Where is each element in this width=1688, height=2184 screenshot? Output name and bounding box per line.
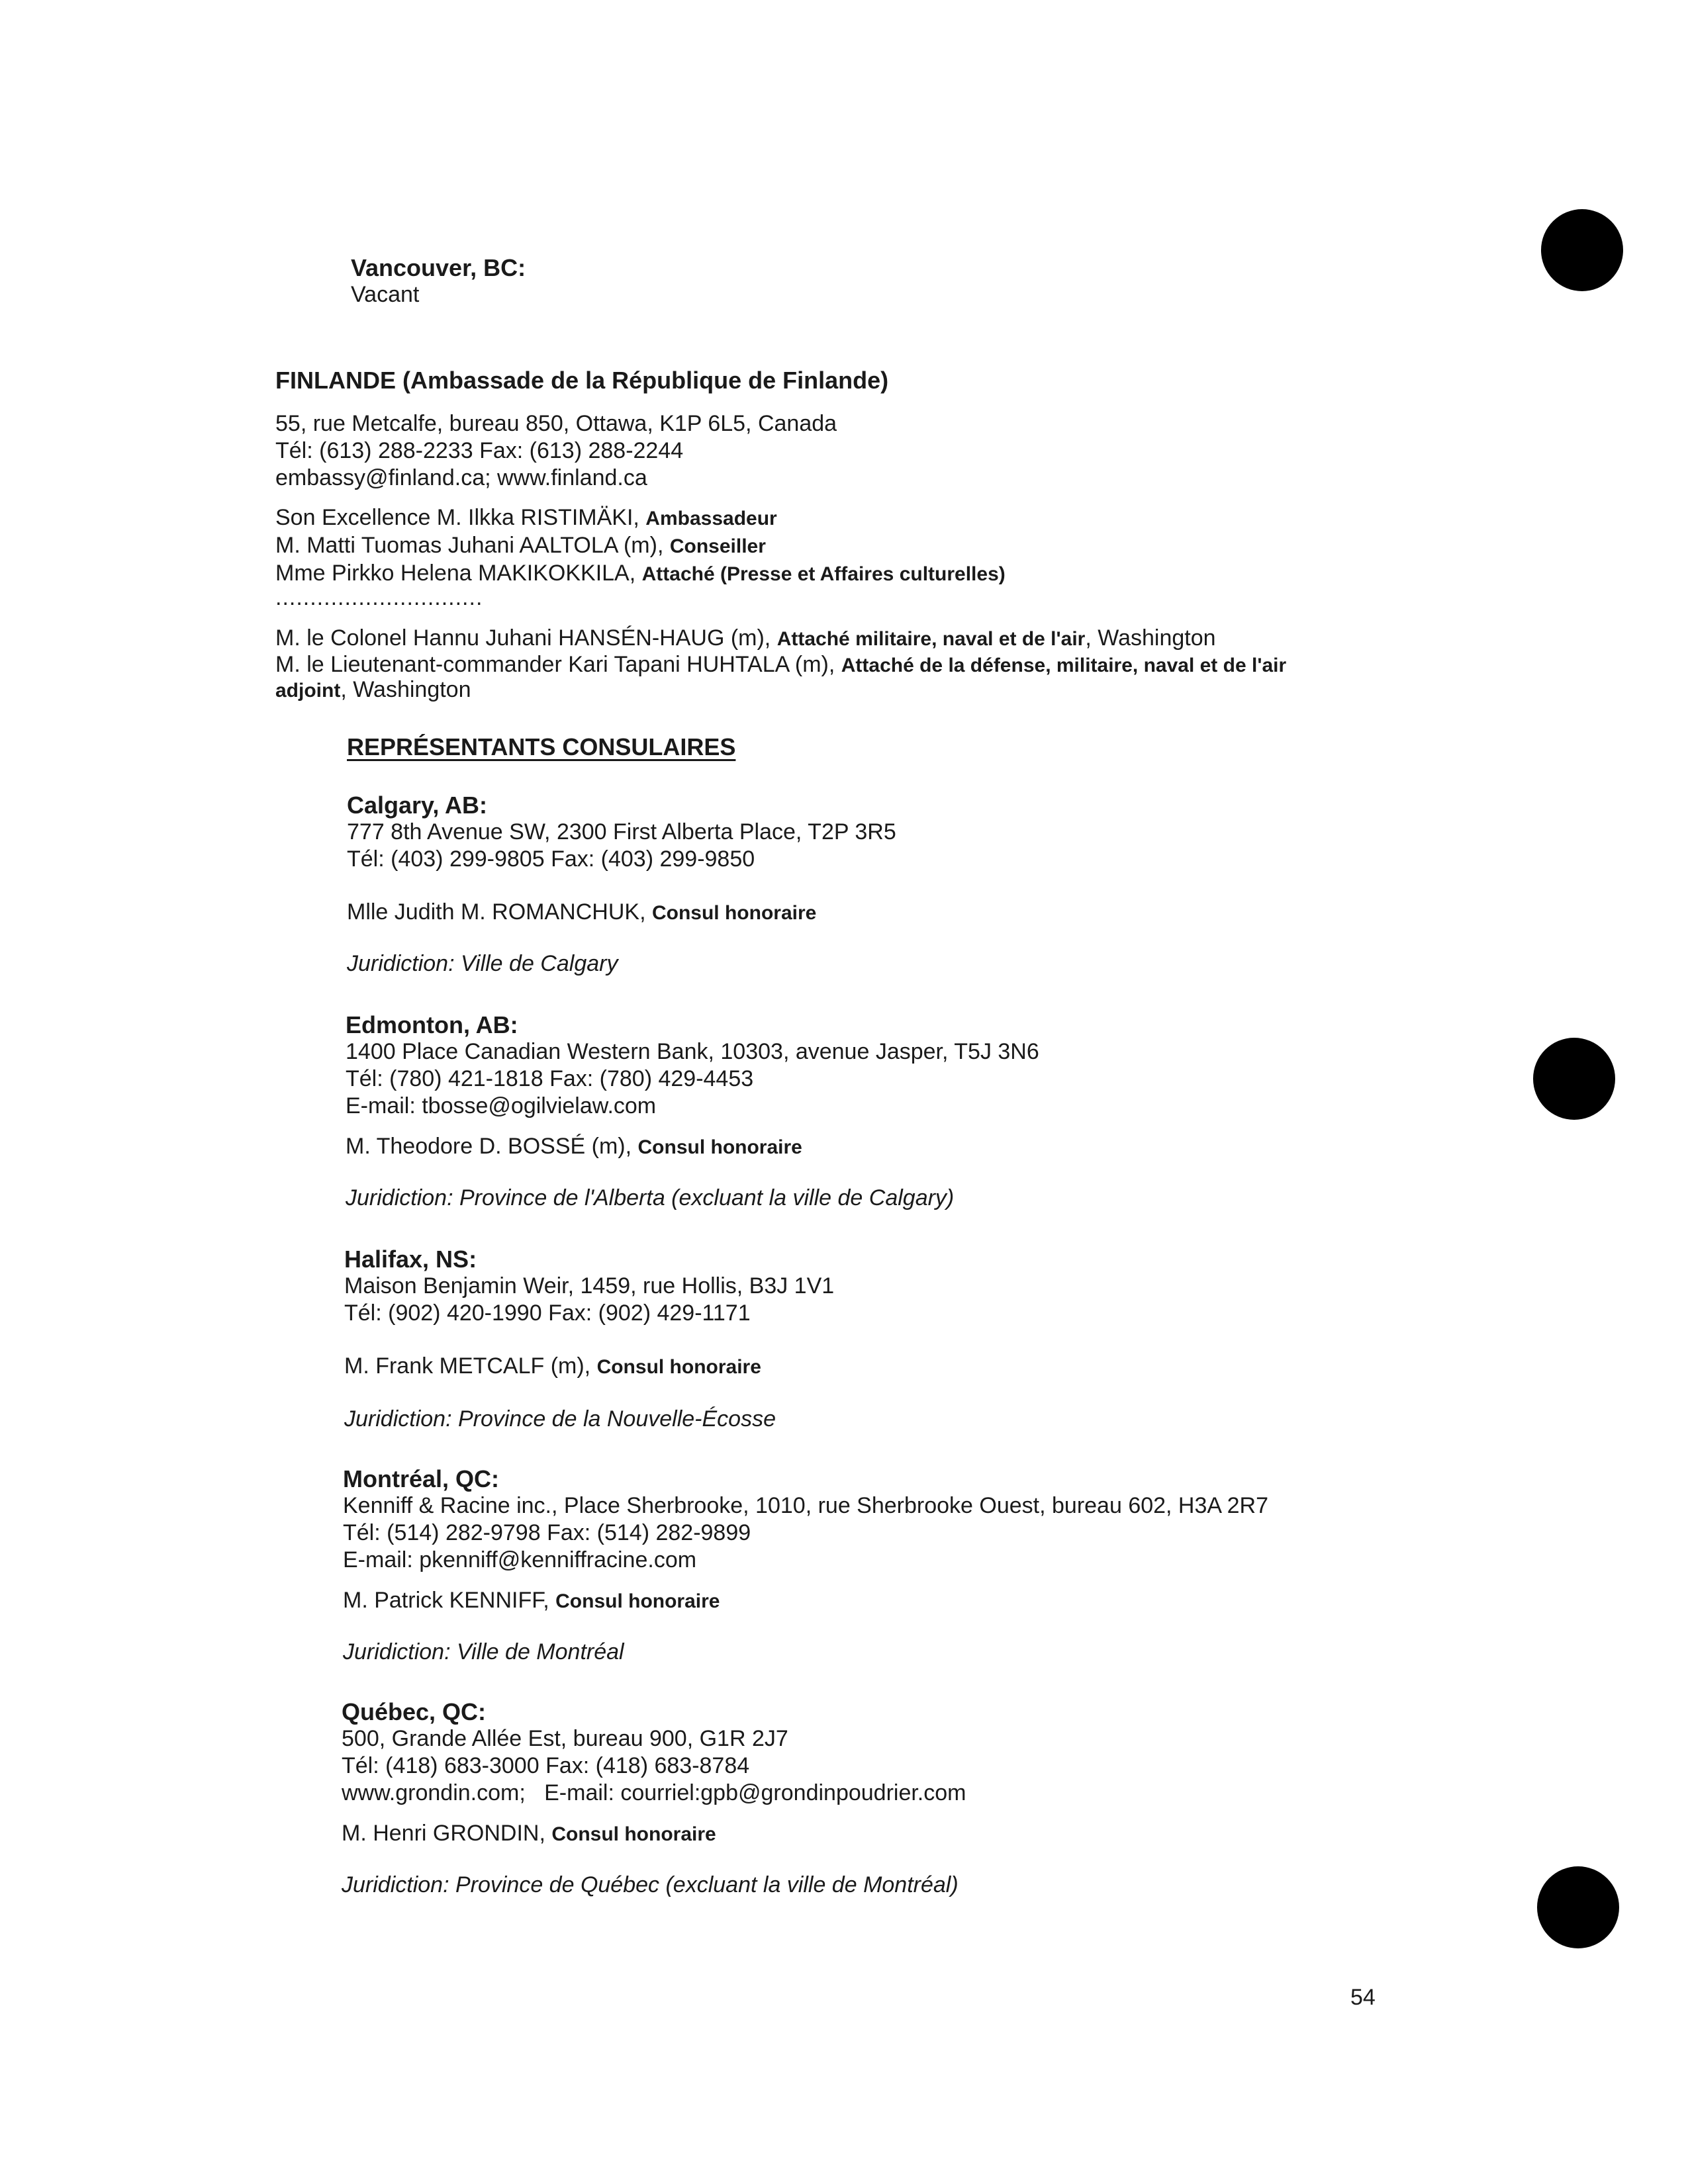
office-halifax (344, 1246, 834, 1327)
office-edmonton (346, 1011, 1039, 1120)
embassy-phone: Tél: (613) 288-2233 Fax: (613) 288-2244 (275, 438, 684, 463)
embassy-staff (275, 504, 1006, 608)
punch-hole-middle (1533, 1038, 1615, 1120)
consul-role: Consul honoraire (555, 1590, 720, 1612)
punch-hole-bottom (1537, 1866, 1619, 1948)
office-web: www.grondin.com; E-mail: courriel:gpb@grondinpoudrier.com (342, 1780, 966, 1805)
office-calgary (347, 792, 896, 873)
office-address: 1400 Place Canadian Western Bank, 10303, avenue Jasper, T5J 3N6 (346, 1039, 1039, 1064)
office-phone: Tél: (902) 420-1990 Fax: (902) 429-1171 (344, 1300, 751, 1326)
embassy-address: 55, rue Metcalfe, bureau 850, Ottawa, K1P 6L5, Canada (275, 411, 837, 436)
consular-heading: REPRÉSENTANTS CONSULAIRES (347, 733, 736, 760)
staff-counsellor: M. Matti Tuomas Juhani AALTOLA (m), Conseiller (275, 533, 766, 558)
office-quebec-jurisdiction: Juridiction: Province de Québec (excluant la ville de Montréal) (342, 1872, 959, 1897)
office-phone: Tél: (418) 683-3000 Fax: (418) 683-8784 (342, 1753, 750, 1778)
staff-separator: .............................. (275, 585, 483, 610)
punch-hole-top (1541, 209, 1623, 291)
embassy-heading: FINLANDE (Ambassade de la République de Finlande) (275, 367, 889, 394)
vancouver-section (351, 254, 526, 308)
office-city: Edmonton, AB: (346, 1011, 518, 1038)
office-address: 777 8th Avenue SW, 2300 First Alberta Place, T2P 3R5 (347, 819, 896, 844)
office-email: E-mail: tbosse@ogilvielaw.com (346, 1093, 657, 1118)
vancouver-heading: Vancouver, BC: (351, 254, 526, 281)
office-quebec (342, 1698, 966, 1807)
office-phone: Tél: (780) 421-1818 Fax: (780) 429-4453 (346, 1066, 754, 1091)
office-montreal (343, 1465, 1268, 1574)
consul-name: M. Frank METCALF (m), (344, 1353, 597, 1379)
staff-attache-press: Mme Pirkko Helena MAKIKOKKILA, Attaché (Presse et Affaires culturelles) (275, 561, 1006, 586)
office-city: Calgary, AB: (347, 792, 488, 819)
consul-role: Consul honoraire (551, 1823, 716, 1845)
office-city: Halifax, NS: (344, 1246, 477, 1273)
office-city: Montréal, QC: (343, 1465, 500, 1492)
office-edmonton-person (346, 1133, 802, 1161)
consul-role: Consul honoraire (596, 1356, 761, 1378)
consul-name: M. Theodore D. BOSSÉ (m), (346, 1134, 638, 1159)
attache-defence-line2: adjoint, Washington (275, 677, 471, 702)
office-phone: Tél: (403) 299-9805 Fax: (403) 299-9850 (347, 846, 755, 872)
office-address: 500, Grande Allée Est, bureau 900, G1R 2J7 (342, 1726, 788, 1751)
consul-role: Consul honoraire (651, 902, 817, 924)
office-city: Québec, QC: (342, 1698, 487, 1725)
office-edmonton-jurisdiction: Juridiction: Province de l'Alberta (excluant la ville de Calgary) (346, 1185, 955, 1210)
embassy-attaches (275, 625, 1286, 703)
vancouver-status: Vacant (351, 282, 420, 307)
office-montreal-person (343, 1587, 720, 1615)
attache-military: M. le Colonel Hannu Juhani HANSÉN-HAUG (m), Attaché militaire, naval et de l'air, Washington (275, 625, 1216, 651)
office-calgary-person (347, 899, 816, 927)
consul-name: M. Patrick KENNIFF, (343, 1588, 556, 1613)
office-email: E-mail: pkenniff@kenniffracine.com (343, 1547, 697, 1572)
office-montreal-jurisdiction: Juridiction: Ville de Montréal (343, 1639, 624, 1664)
page-number: 54 (1350, 1985, 1376, 2010)
consul-name: Mlle Judith M. ROMANCHUK, (347, 899, 652, 925)
staff-ambassador: Son Excellence M. Ilkka RISTIMÄKI, Ambassadeur (275, 505, 777, 530)
office-calgary-jurisdiction: Juridiction: Ville de Calgary (347, 951, 618, 976)
embassy-contact (275, 410, 837, 492)
embassy-web: embassy@finland.ca; www.finland.ca (275, 465, 647, 490)
consul-name: M. Henri GRONDIN, (342, 1821, 552, 1846)
office-address: Maison Benjamin Weir, 1459, rue Hollis, B3J 1V1 (344, 1273, 835, 1298)
office-address: Kenniff & Racine inc., Place Sherbrooke, 1010, rue Sherbrooke Ouest, bureau 602, H3A 2R7 (343, 1493, 1269, 1518)
consul-role: Consul honoraire (637, 1136, 802, 1158)
office-halifax-jurisdiction: Juridiction: Province de la Nouvelle-Écosse (344, 1406, 776, 1432)
office-quebec-person (342, 1820, 716, 1848)
office-phone: Tél: (514) 282-9798 Fax: (514) 282-9899 (343, 1520, 751, 1545)
office-halifax-person (344, 1353, 761, 1381)
attache-defence-line1: M. le Lieutenant-commander Kari Tapani HUHTALA (m), Attaché de la défense, militaire, naval et de l'air (275, 652, 1287, 677)
